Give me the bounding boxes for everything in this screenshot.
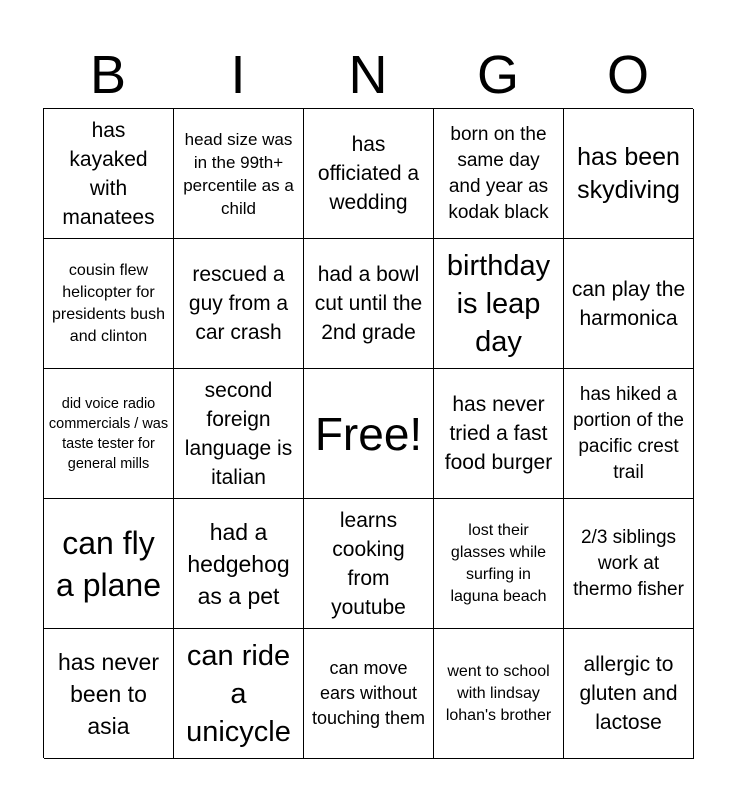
bingo-cell[interactable] bbox=[174, 239, 304, 369]
cell-text: has never been to asia bbox=[57, 648, 159, 739]
cell-text: has been skydiving bbox=[577, 142, 680, 204]
cell-text: lost their glasses while surfing in laguna beach bbox=[450, 521, 547, 605]
cell-text: had a bowl cut until the 2nd grade bbox=[314, 263, 423, 344]
bingo-cell[interactable] bbox=[434, 629, 564, 759]
header-letter-i: I bbox=[230, 45, 246, 105]
cell-text: second foreign language is italian bbox=[184, 378, 293, 489]
bingo-cell[interactable] bbox=[304, 499, 434, 629]
bingo-header bbox=[43, 42, 693, 108]
bingo-cell[interactable] bbox=[44, 629, 174, 759]
bingo-cell[interactable] bbox=[44, 369, 174, 499]
bingo-cell[interactable] bbox=[564, 109, 694, 239]
cell-text: born on the same day and year as kodak black bbox=[448, 123, 549, 223]
bingo-cell[interactable] bbox=[44, 109, 174, 239]
cell-text: can move ears without touching them bbox=[311, 658, 426, 728]
bingo-cell[interactable] bbox=[44, 499, 174, 629]
header-letter-b: B bbox=[89, 45, 127, 105]
cell-text: did voice radio commercials / was taste tester for general mills bbox=[48, 395, 169, 472]
bingo-cell[interactable] bbox=[174, 369, 304, 499]
cell-text: allergic to gluten and lactose bbox=[579, 653, 678, 734]
bingo-cell[interactable] bbox=[174, 109, 304, 239]
bingo-cell[interactable] bbox=[304, 239, 434, 369]
bingo-cell[interactable] bbox=[174, 499, 304, 629]
header-letter-g: G bbox=[476, 45, 519, 105]
bingo-grid bbox=[43, 108, 693, 758]
cell-text: head size was in the 99th+ percentile as a child bbox=[183, 129, 294, 218]
cell-text: has kayaked with manatees bbox=[62, 118, 155, 229]
bingo-cell[interactable] bbox=[174, 629, 304, 759]
bingo-cell[interactable] bbox=[44, 239, 174, 369]
bingo-cell[interactable] bbox=[304, 629, 434, 759]
bingo-cell[interactable] bbox=[434, 239, 564, 369]
free-space-text: Free! bbox=[314, 407, 423, 460]
bingo-cell[interactable] bbox=[304, 109, 434, 239]
cell-text: has officiated a wedding bbox=[317, 133, 420, 214]
bingo-cell[interactable] bbox=[434, 369, 564, 499]
cell-text: can play the harmonica bbox=[571, 277, 686, 330]
bingo-cell[interactable] bbox=[564, 369, 694, 499]
header-letter-n: N bbox=[348, 45, 388, 105]
cell-text: birthday is leap day bbox=[446, 249, 551, 358]
bingo-cell[interactable] bbox=[434, 109, 564, 239]
bingo-cell[interactable] bbox=[564, 629, 694, 759]
header-letter-o: O bbox=[606, 45, 649, 105]
bingo-cell[interactable] bbox=[564, 499, 694, 629]
cell-text: went to school with lindsay lohan's brother bbox=[445, 662, 552, 724]
cell-text: has hiked a portion of the pacific crest trail bbox=[573, 383, 684, 483]
cell-text: can fly a plane bbox=[56, 524, 161, 603]
cell-text: had a hedgehog as a pet bbox=[187, 518, 290, 609]
free-space-cell[interactable] bbox=[304, 369, 434, 499]
cell-text: learns cooking from youtube bbox=[331, 508, 406, 619]
cell-text: has never tried a fast food burger bbox=[444, 393, 553, 474]
cell-text: rescued a guy from a car crash bbox=[188, 263, 289, 344]
bingo-cell[interactable] bbox=[434, 499, 564, 629]
cell-text: can ride a unicycle bbox=[186, 639, 291, 748]
cell-text: cousin flew helicopter for presidents bush and clinton bbox=[52, 261, 165, 345]
bingo-cell[interactable] bbox=[564, 239, 694, 369]
cell-text: 2/3 siblings work at thermo fisher bbox=[573, 526, 684, 600]
